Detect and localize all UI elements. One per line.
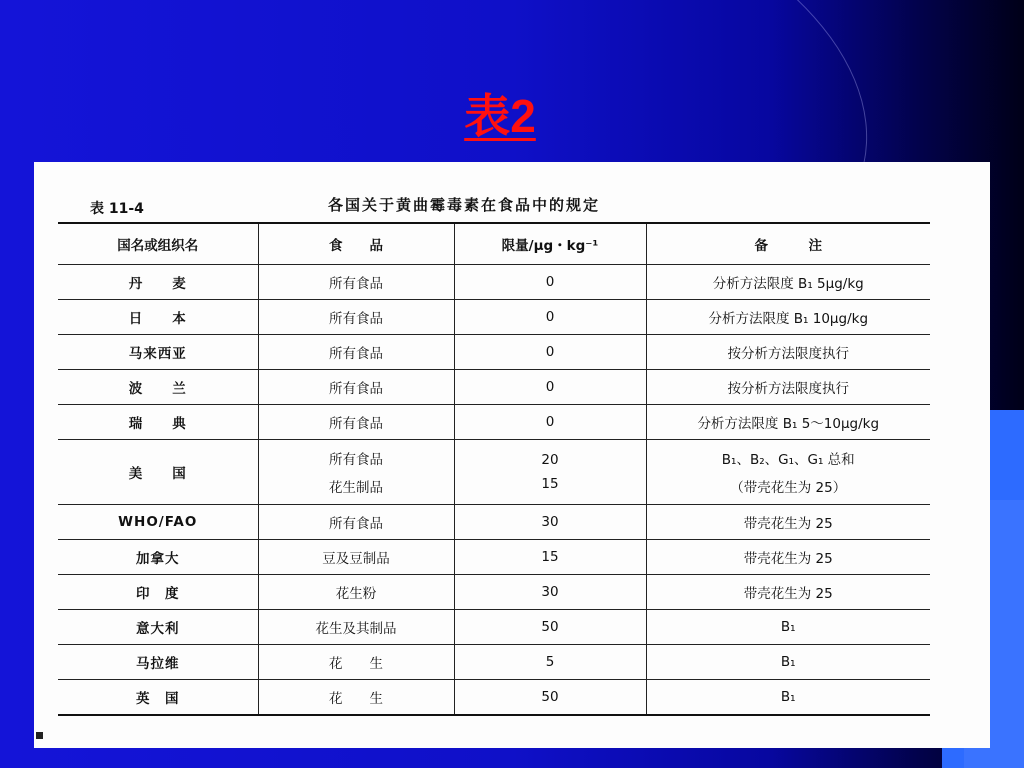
- table-row: [58, 505, 930, 540]
- cell-food-line: 所有食品: [329, 516, 383, 532]
- cell-country: 加拿大: [58, 540, 258, 575]
- cell-limit-line: 0: [545, 379, 555, 395]
- slide-title: 表2: [464, 90, 536, 142]
- cell-limit: [454, 680, 646, 716]
- cell-note: [646, 645, 930, 680]
- cell-food: [258, 335, 454, 370]
- cell-country: 马拉维: [58, 645, 258, 680]
- cell-food-line: 花 生: [329, 691, 383, 707]
- table-body: [58, 265, 930, 716]
- cell-food: [258, 370, 454, 405]
- cell-country: 意大利: [58, 610, 258, 645]
- cell-food-line: 所有食品: [329, 276, 383, 292]
- cell-food: [258, 540, 454, 575]
- cell-food: [258, 645, 454, 680]
- table-row: [58, 540, 930, 575]
- table-row: [58, 610, 930, 645]
- cell-country: 马来西亚: [58, 335, 258, 370]
- cell-food-line: 所有食品: [329, 452, 383, 468]
- cell-limit: [454, 405, 646, 440]
- cell-note-line: B₁、B₂、G₁、G₁ 总和: [721, 452, 855, 468]
- cell-note-line: 带壳花生为 25: [743, 551, 833, 567]
- cell-note: [646, 265, 930, 300]
- table-number: 表 11-4: [90, 201, 144, 217]
- cell-food: [258, 505, 454, 540]
- cell-note: [646, 440, 930, 505]
- cell-limit: [454, 610, 646, 645]
- cell-limit-line: 0: [545, 414, 555, 430]
- cell-limit-line: 15: [541, 476, 559, 492]
- cell-limit-line: 50: [541, 689, 559, 705]
- cell-note: [646, 505, 930, 540]
- cell-note-line: 按分析方法限度执行: [727, 381, 849, 397]
- cell-food-line: 花生粉: [335, 586, 377, 602]
- cell-limit: [454, 300, 646, 335]
- cell-note: [646, 370, 930, 405]
- cell-food: [258, 265, 454, 300]
- cell-limit: [454, 505, 646, 540]
- table-title: 各国关于黄曲霉毒素在食品中的规定: [328, 196, 601, 214]
- cell-food-line: 花生及其制品: [315, 621, 397, 637]
- table-row: [58, 680, 930, 716]
- cell-food-line: 所有食品: [329, 381, 383, 397]
- cell-note-line: B₁: [780, 654, 796, 670]
- scan-mark: [36, 732, 43, 739]
- cell-limit-line: 15: [541, 549, 559, 565]
- cell-note: [646, 680, 930, 716]
- cell-note-line: 按分析方法限度执行: [727, 346, 849, 362]
- table-row: [58, 645, 930, 680]
- cell-limit: [454, 370, 646, 405]
- cell-country: 丹 麦: [58, 265, 258, 300]
- cell-note-line: B₁: [780, 689, 796, 705]
- cell-country: 日 本: [58, 300, 258, 335]
- cell-limit: [454, 335, 646, 370]
- cell-country: 瑞 典: [58, 405, 258, 440]
- cell-limit-line: 0: [545, 344, 555, 360]
- table-row: [58, 370, 930, 405]
- cell-limit-line: 20: [541, 452, 559, 468]
- table-row: [58, 575, 930, 610]
- cell-limit-line: 5: [545, 654, 555, 670]
- cell-limit: [454, 645, 646, 680]
- cell-note-line: （带壳花生为 25）: [730, 480, 847, 496]
- cell-country: 波 兰: [58, 370, 258, 405]
- table-header-row: [58, 223, 930, 265]
- cell-country: 印 度: [58, 575, 258, 610]
- header-food: 食 品: [258, 223, 454, 265]
- cell-note: [646, 300, 930, 335]
- cell-country: 美 国: [58, 440, 258, 505]
- cell-limit: [454, 440, 646, 505]
- cell-note: [646, 575, 930, 610]
- regulation-table: [58, 222, 930, 716]
- cell-note-line: 分析方法限度 B₁ 5～10μg/kg: [697, 416, 880, 432]
- cell-food-line: 花 生: [329, 656, 383, 672]
- cell-food: [258, 680, 454, 716]
- cell-limit-line: 50: [541, 619, 559, 635]
- cell-note: [646, 610, 930, 645]
- cell-food-line: 所有食品: [329, 416, 383, 432]
- cell-limit-line: 0: [545, 274, 555, 290]
- cell-country: WHO/FAO: [58, 505, 258, 540]
- cell-limit-line: 30: [541, 584, 559, 600]
- cell-note: [646, 405, 930, 440]
- header-country: 国名或组织名: [58, 223, 258, 265]
- cell-food-line: 所有食品: [329, 346, 383, 362]
- cell-note-line: 分析方法限度 B₁ 10μg/kg: [708, 311, 869, 327]
- cell-food-line: 豆及豆制品: [322, 551, 390, 567]
- table-row: [58, 405, 930, 440]
- table-row: [58, 265, 930, 300]
- cell-note-line: B₁: [780, 619, 796, 635]
- cell-food-line: 花生制品: [329, 480, 383, 496]
- table-row: [58, 440, 930, 505]
- cell-food-line: 所有食品: [329, 311, 383, 327]
- table-row: [58, 335, 930, 370]
- cell-note: [646, 335, 930, 370]
- cell-limit-line: 0: [545, 309, 555, 325]
- cell-food: [258, 575, 454, 610]
- table-row: [58, 300, 930, 335]
- cell-note-line: 带壳花生为 25: [743, 586, 833, 602]
- cell-food: [258, 440, 454, 505]
- cell-note-line: 分析方法限度 B₁ 5μg/kg: [712, 276, 864, 292]
- cell-limit: [454, 575, 646, 610]
- cell-food: [258, 300, 454, 335]
- header-note: 备 注: [646, 223, 930, 265]
- cell-note-line: 带壳花生为 25: [743, 516, 833, 532]
- cell-country: 英 国: [58, 680, 258, 716]
- header-limit: 限量/μg・kg⁻¹: [454, 223, 646, 265]
- cell-limit: [454, 540, 646, 575]
- cell-limit-line: 30: [541, 514, 559, 530]
- cell-food: [258, 610, 454, 645]
- cell-limit: [454, 265, 646, 300]
- cell-food: [258, 405, 454, 440]
- cell-note: [646, 540, 930, 575]
